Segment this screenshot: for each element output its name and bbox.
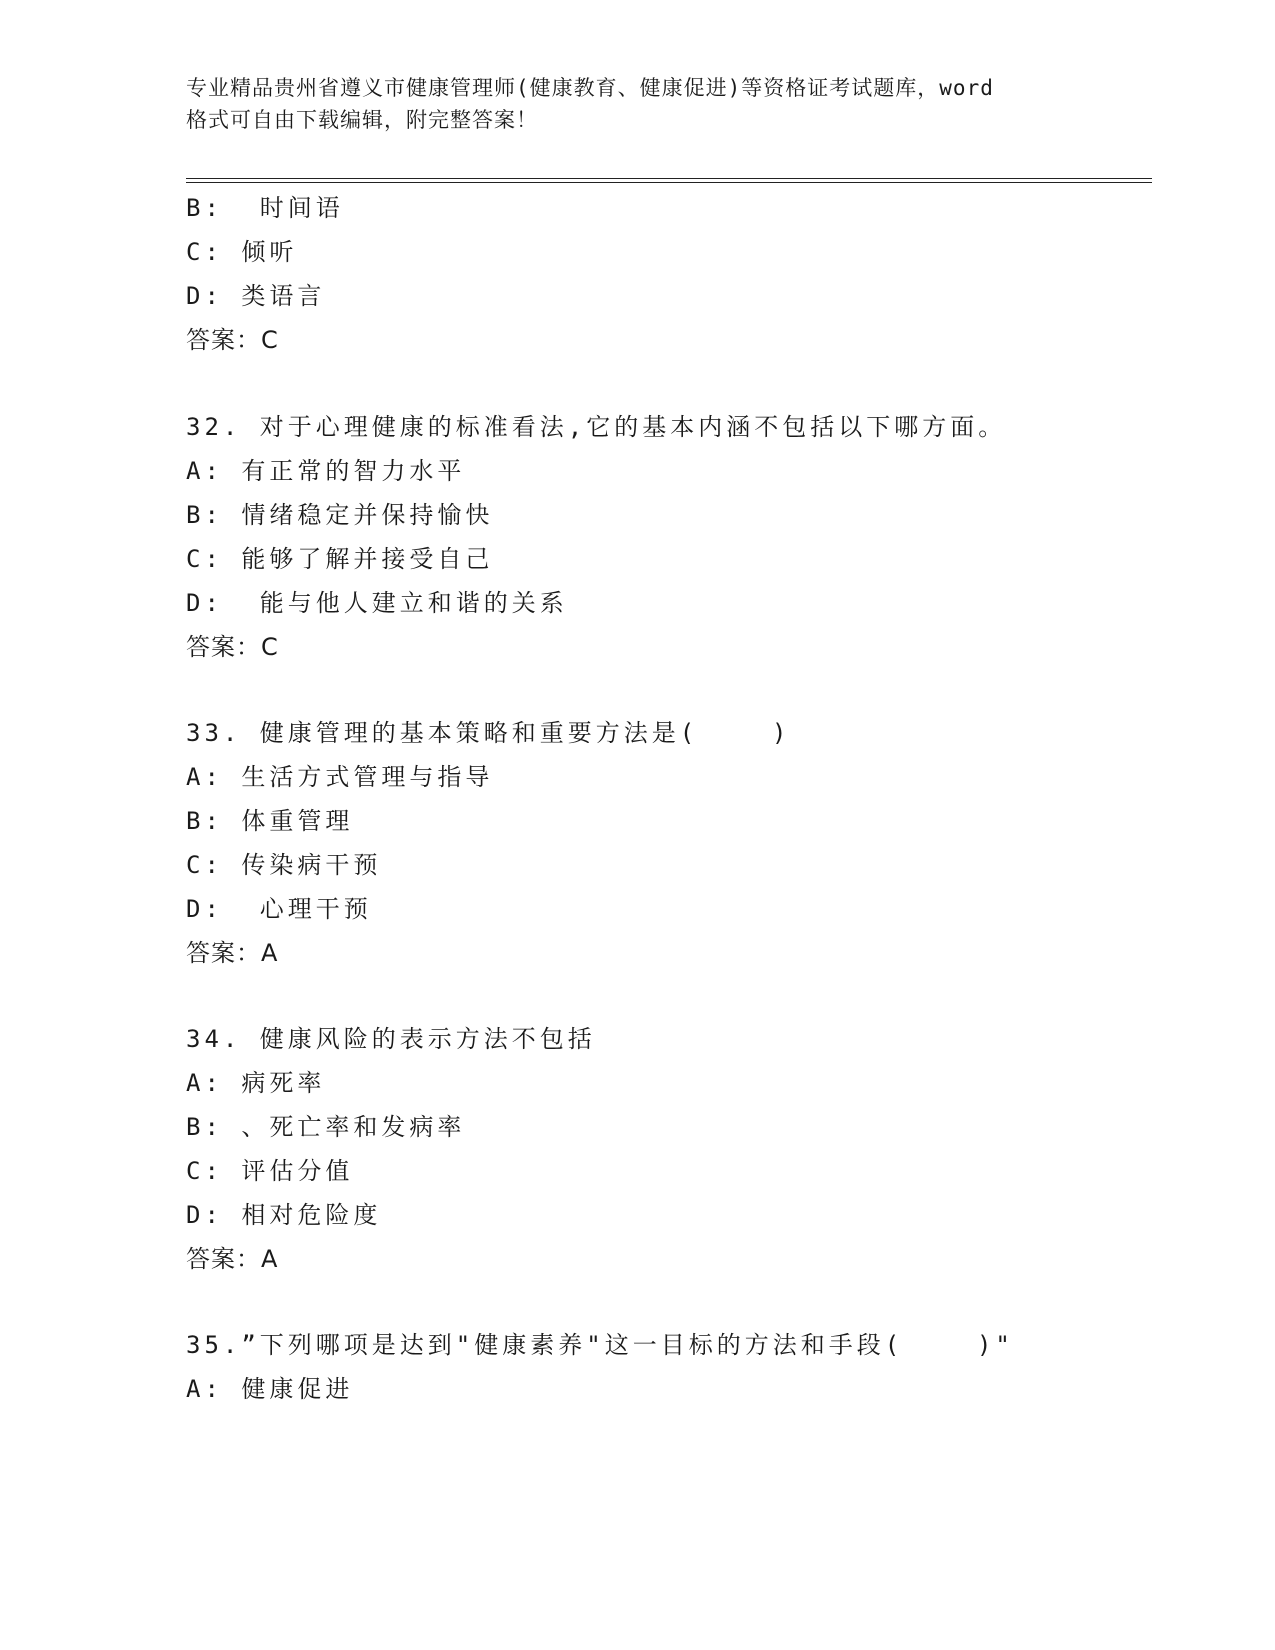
q32-option-a: A: 有正常的智力水平: [186, 457, 466, 485]
document-header: [186, 72, 1086, 136]
q33-stem: 33. 健康管理的基本策略和重要方法是( ): [186, 719, 791, 747]
q31-option-b: B: 时间语: [186, 194, 344, 222]
q32-option-c: C: 能够了解并接受自己: [186, 545, 494, 573]
header-line-1: 专业精品贵州省遵义市健康管理师(健康教育、健康促进)等资格证考试题库，word: [186, 76, 994, 100]
q31-answer: 答案：C: [186, 326, 279, 354]
q33-option-d: D: 心理干预: [186, 895, 372, 923]
q32-option-d: D: 能与他人建立和谐的关系: [186, 589, 568, 617]
header-divider-bottom: [186, 182, 1152, 183]
q33-option-b: B: 体重管理: [186, 807, 354, 835]
q33-option-a: A: 生活方式管理与指导: [186, 763, 494, 791]
q33-answer: 答案：A: [186, 939, 279, 967]
q35-stem: 35.”下列哪项是达到"健康素养"这一目标的方法和手段( )": [186, 1331, 1014, 1359]
q34-stem: 34. 健康风险的表示方法不包括: [186, 1025, 596, 1053]
header-line-2: 格式可自由下载编辑，附完整答案！: [186, 108, 538, 132]
q33-option-c: C: 传染病干预: [186, 851, 382, 879]
q32-option-b: B: 情绪稳定并保持愉快: [186, 501, 494, 529]
header-divider-top: [186, 178, 1152, 179]
q32-stem: 32. 对于心理健康的标准看法,它的基本内涵不包括以下哪方面。: [186, 413, 1007, 441]
q31-option-d: D: 类语言: [186, 282, 326, 310]
q32-answer: 答案：C: [186, 633, 279, 661]
q34-option-d: D: 相对危险度: [186, 1201, 382, 1229]
q34-answer: 答案：A: [186, 1245, 279, 1273]
q34-option-c: C: 评估分值: [186, 1157, 354, 1185]
q34-option-b: B: 、死亡率和发病率: [186, 1113, 466, 1141]
q35-option-a: A: 健康促进: [186, 1375, 354, 1403]
q31-option-c: C: 倾听: [186, 238, 298, 266]
q34-option-a: A: 病死率: [186, 1069, 326, 1097]
